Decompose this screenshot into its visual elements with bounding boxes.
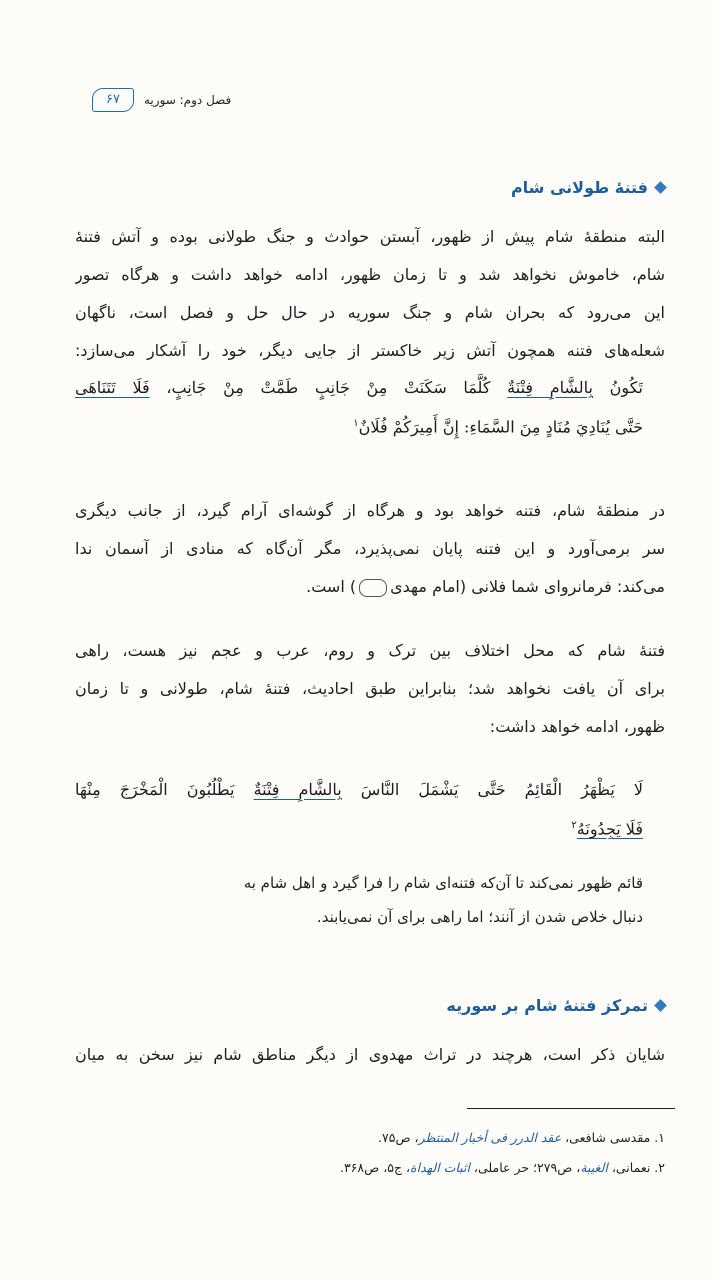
page-number: ۶۷ (92, 88, 134, 112)
quote-underlined: بِالشَّامِ فِتْنَةٌ (507, 378, 593, 397)
footnote-text: ۲. نعمانی، (607, 1160, 665, 1175)
hadith-quote-2 (75, 772, 643, 844)
footnote-divider (467, 1108, 675, 1109)
text-line: در منطقۀ شام، فتنه خواهد بود و هرگاه از گوشه‌ای آرام گیرد، از جانب دیگری (75, 501, 665, 520)
footnote-text: ، ص۷۵. (378, 1130, 419, 1145)
footnote-book-title: عقد الدرر فی أخبار المنتظر (418, 1130, 562, 1145)
text-line: قائم ظهور نمی‌کند تا آن‌که فتنه‌ای شام را فرا گیرد و اهل شام به (243, 874, 643, 892)
text-line: فتنۀ شام که محل اختلاف بین ترک و روم، عرب و عجم نیز هست، راهی (75, 641, 665, 660)
quote-underlined: فَلَا يَجِدُونَهُ (576, 819, 643, 839)
text-line: سر برمی‌آورد و این فتنه پایان نمی‌پذیرد، مگر آن‌گاه که منادی از آسمان ندا (75, 539, 665, 558)
paragraph-4 (75, 1036, 665, 1074)
text-line: شام، خاموش نخواهد شد و تا زمان ظهور، ادامه خواهد داشت و هرگاه تصور (75, 265, 665, 284)
text-line: شعله‌های فتنه همچون آتش زیر خاکستر از جایی دیگر، خود را آشکار می‌سازد: (75, 341, 665, 360)
page-header (92, 88, 231, 112)
footnote-1 (378, 1130, 665, 1145)
paragraph-3 (75, 632, 665, 746)
quote-text: يَطْلُبُونَ الْمَخْرَجَ مِنْهَا (75, 780, 235, 799)
text-segment: ) است. (306, 577, 357, 596)
text-line: دنبال خلاص شدن از آنند؛ اما راهی برای آن نمی‌یابند. (316, 908, 643, 926)
quote-line (75, 370, 643, 406)
quote-line (75, 772, 643, 808)
text-line: شایان ذکر است، هرچند در تراث مهدوی از دیگر مناطق شام نیز سخن به میان (75, 1045, 665, 1064)
text-line: این می‌رود که بحران شام و جنگ سوریه در حال حل و فصل است، ناگهان (75, 303, 665, 322)
translation-2 (140, 866, 643, 934)
quote-underlined: فَلَا تَتَنَاهَى (75, 378, 150, 397)
quote-text: حَتَّى يُنَادِيَ مُنَادٍ مِنَ السَّمَاءِ: إِنَّ أَمِيرَكُمْ فُلَانٌ (358, 417, 643, 437)
quote-line (75, 406, 643, 442)
quote-text: كُلَّمَا سَكَنَتْ مِنْ جَانِبٍ طَمَّتْ مِنْ جَانِبٍ، (166, 378, 491, 397)
footnote-book-title: اثبات الهداة (410, 1160, 470, 1175)
diamond-bullet-icon (654, 181, 667, 194)
footnote-book-title: الغیبة (580, 1160, 608, 1175)
paragraph-2 (75, 492, 665, 606)
quote-underlined: بِالشَّامِ فِتْنَةٌ (253, 780, 342, 799)
chapter-title: فصل دوم: سوریه (144, 93, 232, 107)
paragraph-1 (75, 218, 665, 370)
text-line: البته منطقۀ شام پیش از ظهور، آبستن حوادث و جنگ طولانی بوده و آتش فتنۀ (75, 227, 665, 246)
footnote-2 (340, 1160, 665, 1175)
text-line: برای آن یافت نخواهد شد؛ بنابراین طبق احادیث، فتنۀ شام، طولانی و تا زمان (75, 679, 665, 698)
text-line: ظهور، ادامه خواهد داشت: (489, 717, 665, 736)
quote-text: تَكُونُ (609, 378, 643, 397)
footnote-ref[interactable]: ۲ (571, 820, 577, 831)
footnote-ref[interactable]: ۱ (353, 418, 359, 429)
section-heading-1 (511, 178, 665, 197)
text-line (75, 568, 665, 606)
quote-text: لَا يَظْهَرُ الْقَائِمُ حَتَّى يَشْمَلَ النَّاسَ (360, 780, 643, 799)
footnote-text: ، ص۲۷۹؛ حر عاملی، (469, 1160, 581, 1175)
quote-line (75, 808, 643, 844)
honorific-emblem (359, 579, 387, 597)
hadith-quote-1 (75, 370, 643, 442)
section-heading-2 (446, 996, 665, 1015)
diamond-bullet-icon (654, 999, 667, 1012)
section-heading-text: تمرکز فتنۀ شام بر سوریه (446, 996, 648, 1015)
text-segment: می‌کند: فرمانروای شما فلانی (امام مهدی (390, 577, 665, 596)
section-heading-text: فتنۀ طولانی شام (510, 178, 648, 197)
footnote-text: ، ج۵، ص۳۶۸. (339, 1160, 411, 1175)
footnote-text: ۱. مقدسی شافعی، (561, 1130, 665, 1145)
